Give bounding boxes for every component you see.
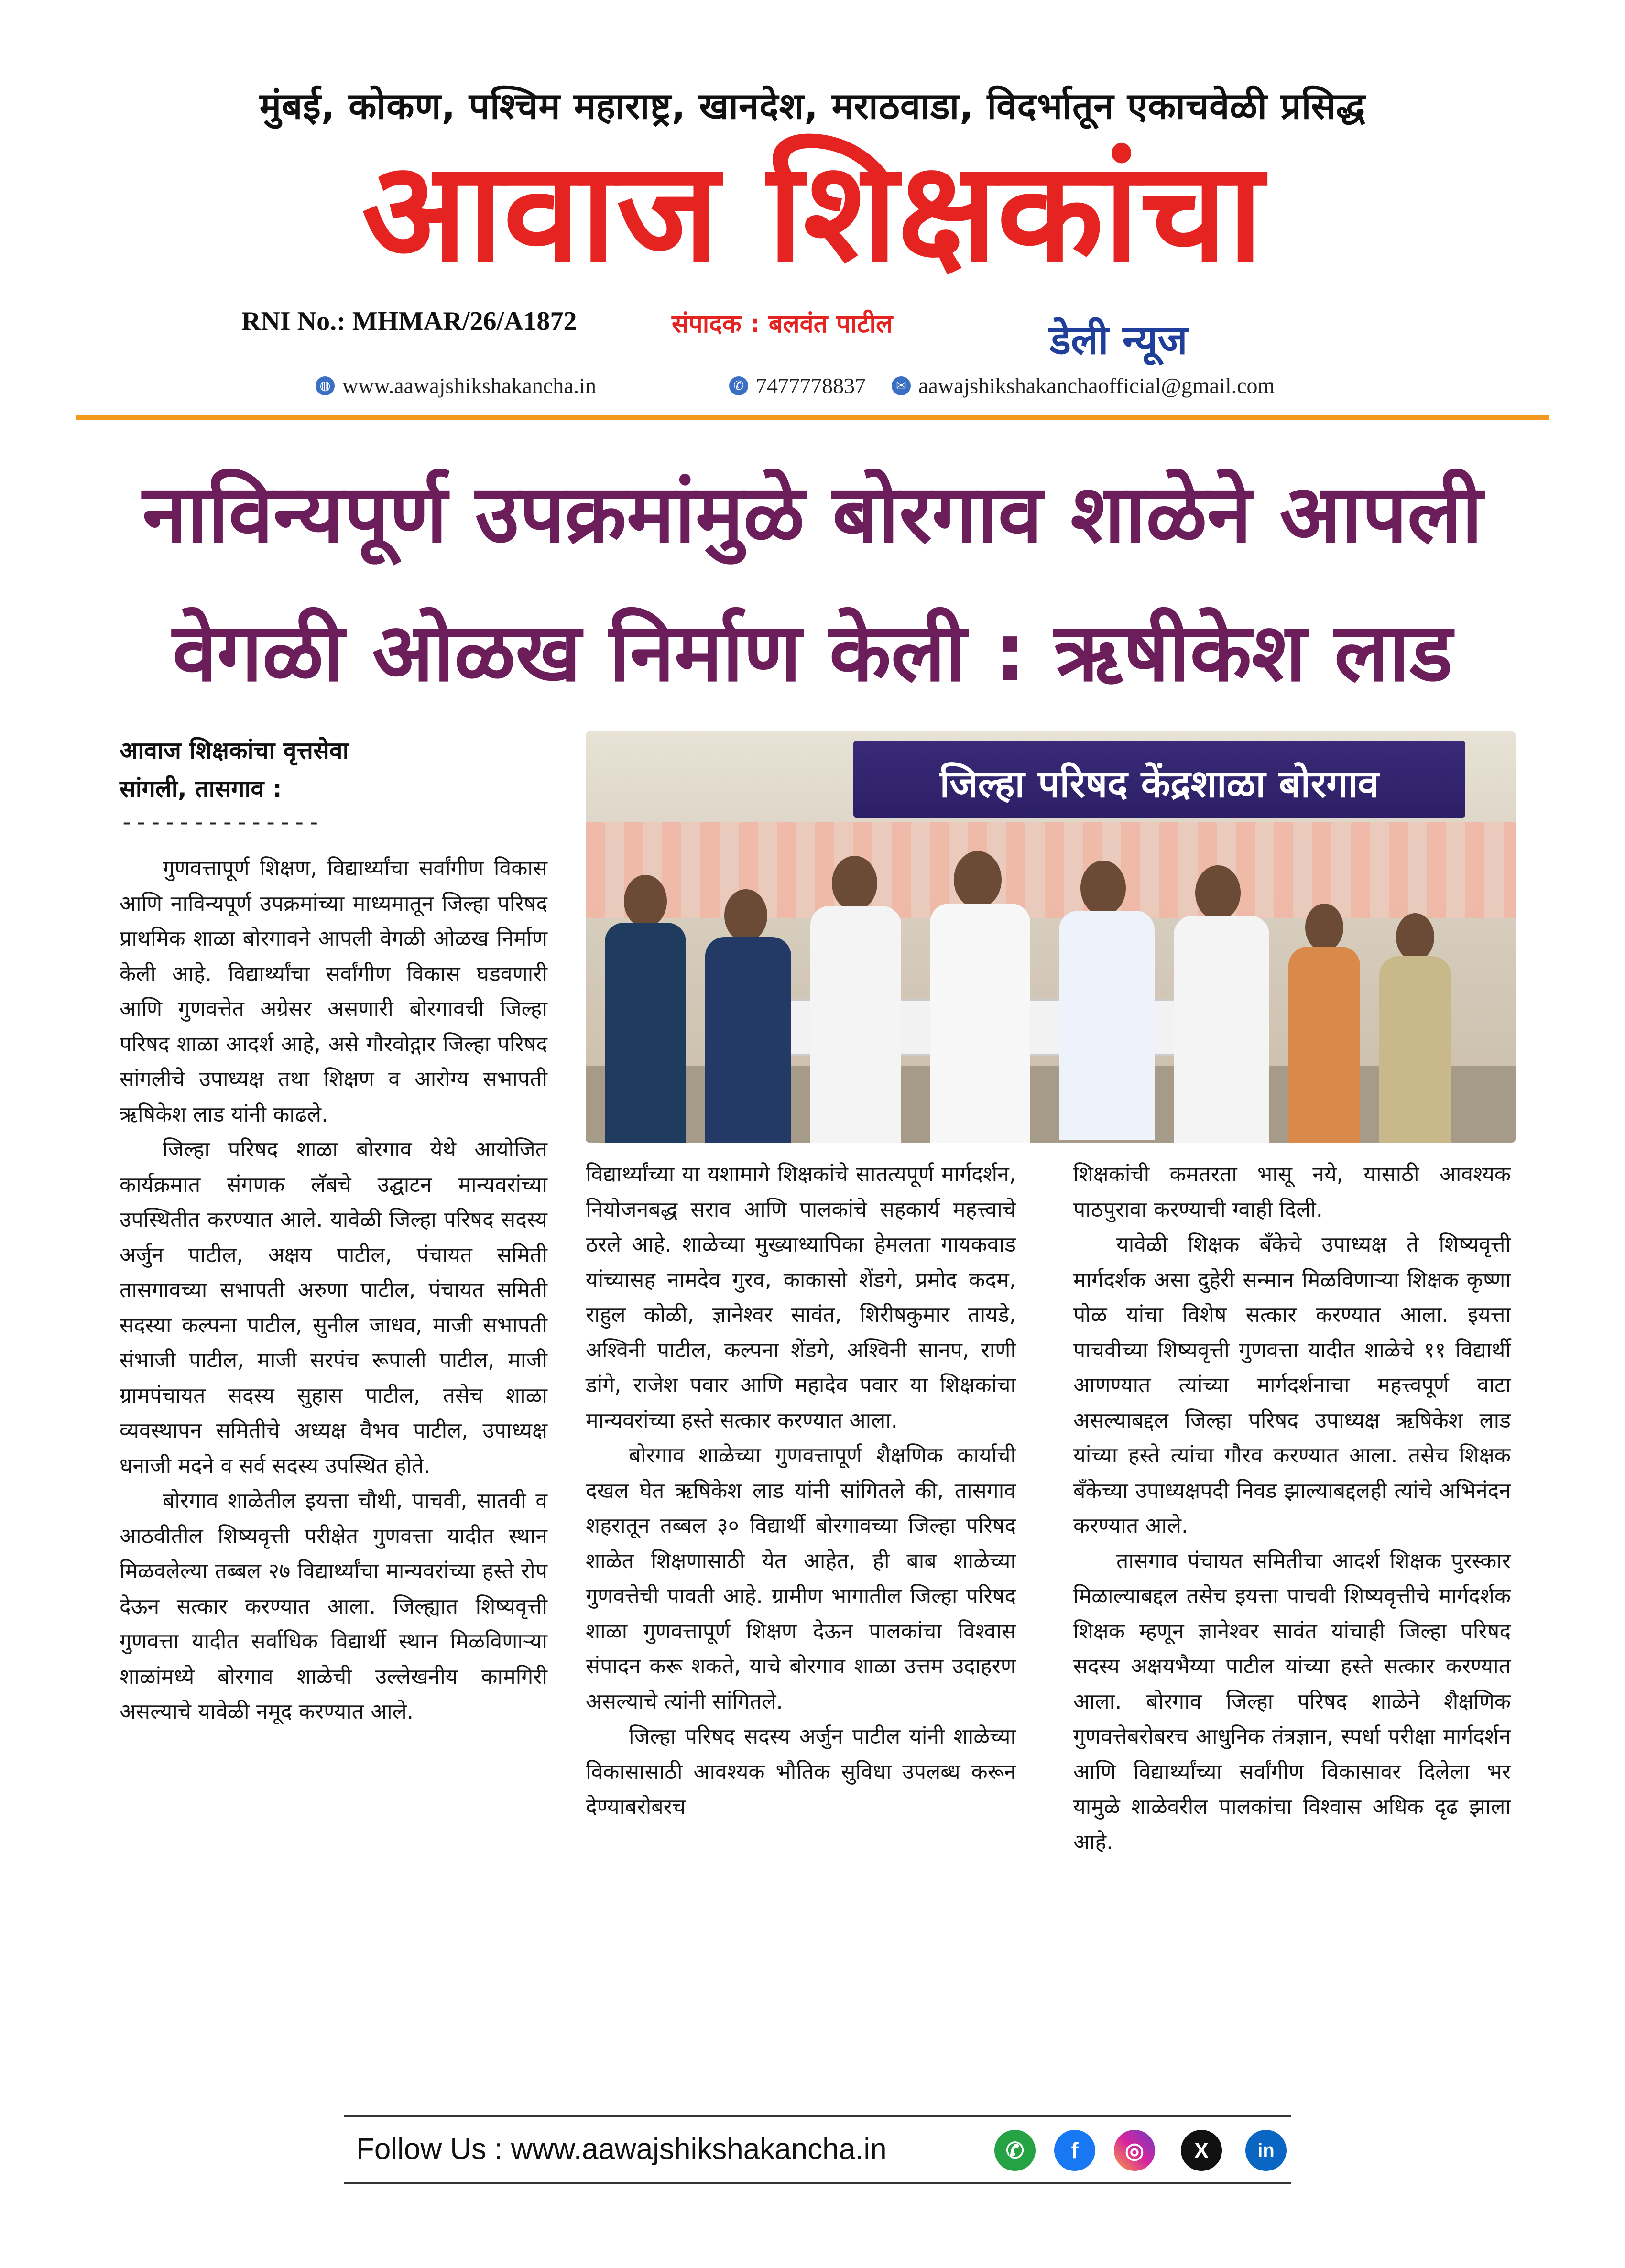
contact-bar <box>0 373 1625 402</box>
article-column-3 <box>1073 1157 1511 1860</box>
phone-contact[interactable] <box>729 373 866 398</box>
article-paragraph: गुणवत्तापूर्ण शिक्षण, विद्यार्थ्यांचा सर्वांगीण विकास आणि नाविन्यपूर्ण उपक्रमांच्या माध्यमातून जिल्हा परिषद प्राथमिक शाळा बोरगावने आपली वेगळी ओळख निर्माण केली आहे. विद्यार्थ्यांचा सर्वांगीण विकास घडवणारी आणि गुणवत्तेत अग्रेसर असणारी बोरगावची जिल्हा परिषद शाळा आदर्श आहे, असे गौरवोद्गार जिल्हा परिषद सांगलीचे उपाध्यक्ष तथा शिक्षण व आरोग्य सभापती ऋषिकेश लाड यांनी काढले. <box>120 856 547 1127</box>
rni-number: RNI No.: MHMAR/26/A1872 <box>241 306 577 336</box>
linkedin-icon[interactable]: in <box>1245 2130 1287 2171</box>
follow-us-link[interactable]: Follow Us : www.aawajshikshakancha.in <box>356 2133 887 2166</box>
phone-text: 7477778837 <box>756 373 866 398</box>
email-contact[interactable] <box>892 373 1275 398</box>
mail-icon: ✉ <box>892 376 911 395</box>
byline-separator: -------------- <box>120 808 321 836</box>
editor-name: संपादक : बलवंत पाटील <box>672 310 893 338</box>
article-headline <box>0 445 1625 722</box>
whatsapp-icon[interactable]: ✆ <box>994 2130 1036 2171</box>
photo-banner-text: जिल्हा परिषद केंद्रशाळा बोरगाव <box>939 762 1379 806</box>
headline-line-1: नाविन्यपूर्ण उपक्रमांमुळे बोरगाव शाळेने आपली <box>142 467 1483 561</box>
instagram-icon[interactable]: ◎ <box>1114 2130 1155 2171</box>
phone-icon: ✆ <box>729 376 748 395</box>
masthead-title: आवाज शिक्षकांचा <box>361 132 1264 293</box>
website-contact[interactable] <box>316 373 596 398</box>
globe-icon: ◍ <box>316 376 335 395</box>
masthead-divider <box>76 415 1549 420</box>
photo-banner <box>853 741 1465 818</box>
footer-divider-bottom <box>344 2182 1291 2184</box>
masthead-tagline: मुंबई, कोकण, पश्चिम महाराष्ट्र, खानदेश, मराठवाडा, विदर्भातून एकाचवेळी प्रसिद्ध <box>259 85 1366 127</box>
article-column-1 <box>120 851 547 1730</box>
article-paragraph: तासगाव पंचायत समितीचा आदर्श शिक्षक पुरस्कार मिळाल्याबद्दल तसेच इयत्ता पाचवी शिष्यवृत्तीचे मार्गदर्शक शिक्षक म्हणून ज्ञानेश्वर सावंत यांचाही जिल्हा परिषद सदस्य अक्षयभैय्या पाटील यांच्या हस्ते सत्कार करण्यात आला. बोरगाव जिल्हा परिषद शाळेने शैक्षणिक गुणवत्तेबरोबरच आधुनिक तंत्रज्ञान, स्पर्धा परीक्षा मार्गदर्शन आणि विद्यार्थ्यांच्या सर्वांगीण विकासावर दिलेला भर यामुळे शाळेवरील पालकांचा विश्वास अधिक दृढ झाला आहे. <box>1073 1548 1511 1854</box>
facebook-icon[interactable]: f <box>1054 2130 1095 2171</box>
headline-line-2: वेगळी ओळख निर्माण केली : ऋषीकेश लाड <box>172 606 1453 699</box>
edition-label: डेली न्यूज <box>1049 316 1188 363</box>
website-text: www.aawajshikshakancha.in <box>342 373 596 398</box>
article-paragraph: जिल्हा परिषद सदस्य अर्जुन पाटील यांनी शाळेच्या विकासासाठी आवश्यक भौतिक सुविधा उपलब्ध करून देण्याबरोबरच <box>586 1724 1016 1819</box>
article-paragraph: जिल्हा परिषद शाळा बोरगाव येथे आयोजित कार्यक्रमात संगणक लॅबचे उद्घाटन मान्यवरांच्या उपस्थितीत करण्यात आले. यावेळी जिल्हा परिषद सदस्य अर्जुन पाटील, अक्षय पाटील, पंचायत समिती तासगावच्या सभापती अरुणा पाटील, पंचायत समिती सदस्या कल्पना पाटील, सुनील जाधव, माजी सभापती संभाजी पाटील, माजी सरपंच रूपाली पाटील, माजी ग्रामपंचायत सदस्य सुहास पाटील, तसेच शाळा व्यवस्थापन समितीचे अध्यक्ष वैभव पाटील, उपाध्यक्ष धनाजी मदने व सर्व सदस्य उपस्थित होते. <box>120 1137 547 1478</box>
footer-divider-top <box>344 2115 1291 2117</box>
article-paragraph: शिक्षकांची कमतरता भासू नये, यासाठी आवश्यक पाठपुरावा करण्याची ग्वाही दिली. <box>1073 1162 1511 1222</box>
article-column-2 <box>586 1157 1016 1825</box>
x-icon[interactable]: X <box>1181 2130 1222 2171</box>
article-paragraph: बोरगाव शाळेच्या गुणवत्तापूर्ण शैक्षणिक कार्याची दखल घेत ऋषिकेश लाड यांनी सांगितले की, तासगाव शहरातून तब्बल ३० विद्यार्थी बोरगावच्या जिल्हा परिषद शाळेत शिक्षणासाठी येत आहेत, ही बाब शाळेच्या गुणवत्तेची पावती आहे. ग्रामीण भागातील जिल्हा परिषद शाळा गुणवत्तापूर्ण शिक्षण देऊन पालकांचा विश्वास संपादन करू शकते, याचे बोरगाव शाळा उत्तम उदाहरण असल्याचे त्यांनी सांगितले. <box>586 1443 1016 1714</box>
event-photo <box>586 731 1516 1143</box>
email-text: aawajshikshakanchaofficial@gmail.com <box>918 373 1275 398</box>
article-paragraph: यावेळी शिक्षक बँकेचे उपाध्यक्ष ते शिष्यवृत्ती मार्गदर्शक असा दुहेरी सन्मान मिळविणाऱ्या शिक्षक कृष्णा पोळ यांचा विशेष सत्कार करण्यात आला. इयत्ता पाचवीच्या शिष्यवृत्ती गुणवत्ता यादीत शाळेचे ११ विद्यार्थी आणण्यात त्यांच्या मार्गदर्शनाचा महत्त्वपूर्ण वाटा असल्याबद्दल जिल्हा परिषद उपाध्यक्ष ऋषिकेश लाड यांच्या हस्ते त्यांचा गौरव करण्यात आला. तसेच शिक्षक बँकेच्या उपाध्यक्षपदी निवड झाल्याबद्दलही त्यांचे अभिनंदन करण्यात आले. <box>1073 1232 1511 1538</box>
byline-source: आवाज शिक्षकांचा वृत्तसेवा <box>120 737 349 764</box>
article-paragraph: बोरगाव शाळेतील इयत्ता चौथी, पाचवी, सातवी व आठवीतील शिष्यवृत्ती परीक्षेत गुणवत्ता यादीत स्थान मिळवलेल्या तब्बल २७ विद्यार्थ्यांचा मान्यवरांच्या हस्ते रोप देऊन सत्कार करण्यात आला. जिल्ह्यात शिष्यवृत्ती गुणवत्ता यादीत सर्वाधिक विद्यार्थी स्थान मिळविणाऱ्या शाळांमध्ये बोरगाव शाळेची उल्लेखनीय कामगिरी असल्याचे यावेळी नमूद करण्यात आले. <box>120 1489 547 1724</box>
article-paragraph: विद्यार्थ्यांच्या या यशामागे शिक्षकांचे सातत्यपूर्ण मार्गदर्शन, नियोजनबद्ध सराव आणि पालकांचे सहकार्य महत्त्वाचे ठरले आहे. शाळेच्या मुख्याध्यापिका हेमलता गायकवाड यांच्यासह नामदेव गुरव, काकासो शेंडगे, प्रमोद कदम, राहुल कोळी, ज्ञानेश्वर सावंत, शिरीषकुमार तायडे, अश्विनी पाटील, कल्पना शेंडगे, अश्विनी सानप, राणी डांगे, राजेश पवार आणि महादेव पवार या शिक्षकांचा मान्यवरांच्या हस्ते सत्कार करण्यात आला. <box>586 1162 1016 1433</box>
byline-place: सांगली, तासगाव : <box>120 775 282 803</box>
byline <box>120 731 349 808</box>
photo-backdrop <box>586 822 1516 918</box>
